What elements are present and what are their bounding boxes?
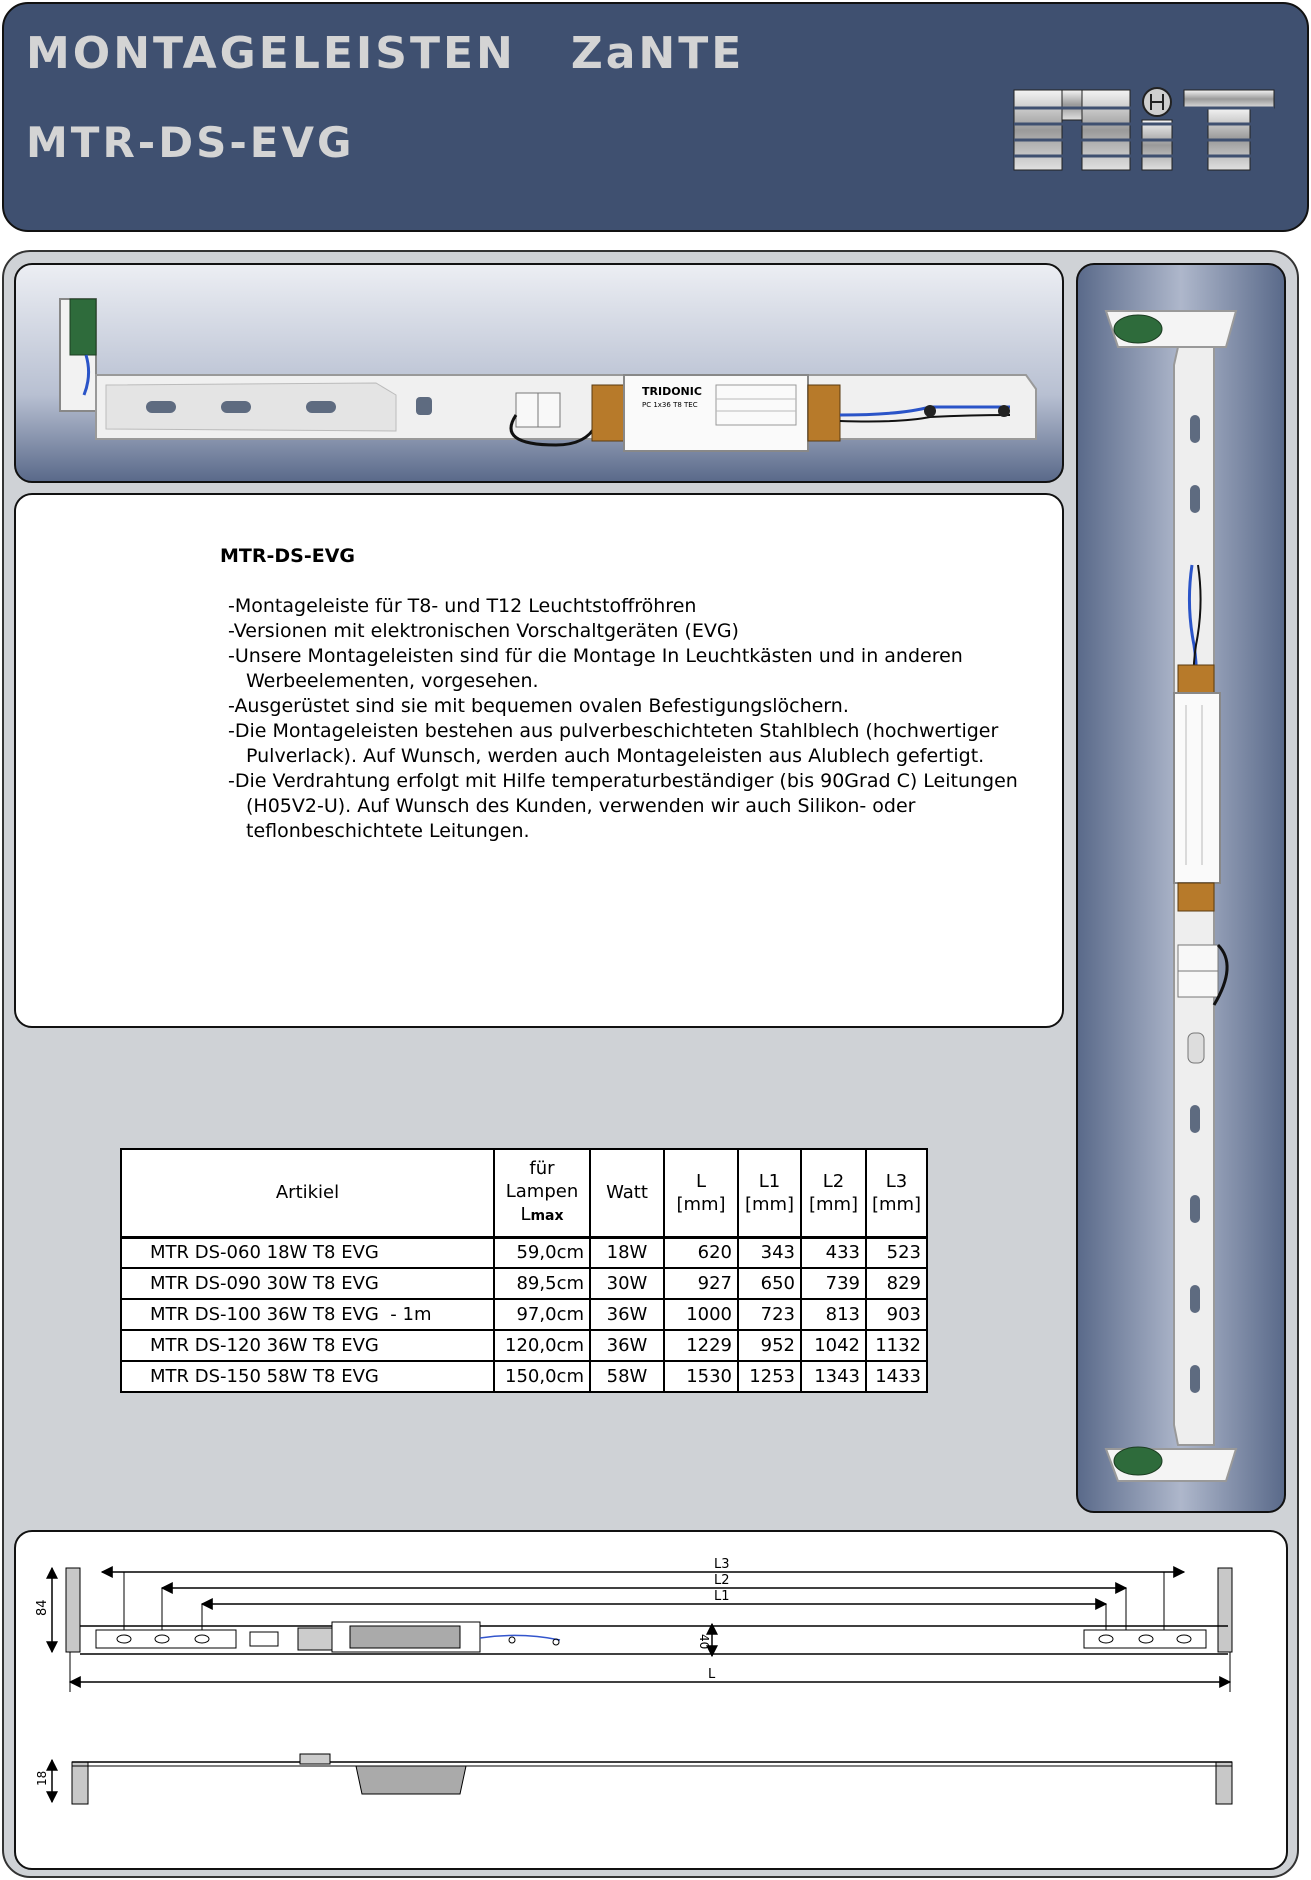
cell-artikel: MTR DS-100 36W T8 EVG - 1m xyxy=(121,1299,494,1330)
table-row xyxy=(121,1299,927,1330)
cell-l: 1229 xyxy=(664,1330,738,1361)
table-row xyxy=(121,1268,927,1299)
cell-artikel: MTR DS-090 30W T8 EVG xyxy=(121,1268,494,1299)
product-code-title: MTR-DS-EVG xyxy=(26,118,355,167)
table-header-row xyxy=(121,1149,927,1237)
header-lampen-line2: Lampen xyxy=(505,1181,579,1203)
cell-l1: 952 xyxy=(738,1330,801,1361)
header-lampen-line3: L xyxy=(520,1204,531,1226)
header-l xyxy=(664,1149,738,1237)
product-photo-horizontal xyxy=(14,263,1064,483)
description-title: MTR-DS-EVG xyxy=(220,545,356,567)
feature-item: -Montageleiste für T8- und T12 Leuchtstoffröhren xyxy=(228,595,697,617)
spec-table xyxy=(120,1148,928,1393)
dim-label-side: 18 xyxy=(35,1770,49,1786)
header-l1-line1: L1 xyxy=(758,1170,781,1192)
cell-l2: 739 xyxy=(801,1268,866,1299)
header-lampen-subscript: max xyxy=(530,1208,564,1225)
cell-l3: 829 xyxy=(866,1268,927,1299)
cell-lampen: 120,0cm xyxy=(494,1330,590,1361)
description-panel xyxy=(14,493,1064,1028)
table-row xyxy=(121,1330,927,1361)
cell-l1: 650 xyxy=(738,1268,801,1299)
dim-label-l3: L3 xyxy=(714,1557,730,1572)
cell-lampen: 97,0cm xyxy=(494,1299,590,1330)
cell-l: 1530 xyxy=(664,1361,738,1392)
header-l2-line2: [mm] xyxy=(808,1193,859,1215)
cell-l: 620 xyxy=(664,1237,738,1268)
cell-l2: 1042 xyxy=(801,1330,866,1361)
product-photo-vertical xyxy=(1076,263,1286,1513)
feature-item: -Versionen mit elektronischen Vorschaltgeräten (EVG) xyxy=(228,620,739,642)
header-lampen xyxy=(494,1149,590,1237)
cell-l3: 1132 xyxy=(866,1330,927,1361)
cell-l2: 813 xyxy=(801,1299,866,1330)
technical-drawing xyxy=(14,1530,1288,1870)
header-banner xyxy=(2,2,1309,232)
cell-watt: 18W xyxy=(590,1237,664,1268)
cell-watt: 36W xyxy=(590,1299,664,1330)
cell-watt: 58W xyxy=(590,1361,664,1392)
cell-watt: 36W xyxy=(590,1330,664,1361)
cell-l1: 1253 xyxy=(738,1361,801,1392)
feature-list xyxy=(228,594,1028,844)
cell-l1: 343 xyxy=(738,1237,801,1268)
header-l3-line2: [mm] xyxy=(871,1193,922,1215)
cell-artikel: MTR DS-120 36W T8 EVG xyxy=(121,1330,494,1361)
dim-label-l: L xyxy=(708,1667,716,1682)
dim-label-l1: L1 xyxy=(714,1589,730,1604)
header-l3 xyxy=(866,1149,927,1237)
cell-artikel: MTR DS-150 58W T8 EVG xyxy=(121,1361,494,1392)
cell-lampen: 150,0cm xyxy=(494,1361,590,1392)
cell-l2: 433 xyxy=(801,1237,866,1268)
table-row xyxy=(121,1237,927,1268)
cell-l3: 1433 xyxy=(866,1361,927,1392)
page-title: MONTAGELEISTEN ZaNTE xyxy=(26,28,745,79)
feature-item: -Ausgerüstet sind sie mit bequemen ovalen Befestigungslöchern. xyxy=(228,695,849,717)
dim-label-l2: L2 xyxy=(714,1573,730,1588)
header-l-line1: L xyxy=(695,1170,707,1192)
header-artikel: Artikiel xyxy=(121,1149,494,1237)
feature-item: -Unsere Montageleisten sind für die Montage In Leuchtkästen und in anderen Werbeelementen, vorgesehen. xyxy=(228,645,963,692)
cell-lampen: 59,0cm xyxy=(494,1237,590,1268)
feature-item: -Die Verdrahtung erfolgt mit Hilfe temperaturbeständiger (bis 90Grad C) Leitungen (H05V2-U). Auf Wunsch des Kunden, verwenden wir auch Silikon- oder teflonbeschichtete Leitungen. xyxy=(228,770,1018,842)
header-l-line2: [mm] xyxy=(676,1193,726,1215)
cell-l3: 903 xyxy=(866,1299,927,1330)
cell-artikel: MTR DS-060 18W T8 EVG xyxy=(121,1237,494,1268)
cell-l2: 1343 xyxy=(801,1361,866,1392)
header-l2 xyxy=(801,1149,866,1237)
table-row xyxy=(121,1361,927,1392)
header-l2-line1: L2 xyxy=(822,1170,845,1192)
cell-l: 927 xyxy=(664,1268,738,1299)
cell-lampen: 89,5cm xyxy=(494,1268,590,1299)
mit-logo xyxy=(1012,84,1277,174)
header-watt: Watt xyxy=(590,1149,664,1237)
cell-watt: 30W xyxy=(590,1268,664,1299)
feature-item: -Die Montageleisten bestehen aus pulverbeschichteten Stahlblech (hochwertiger Pulverlack). Auf Wunsch, werden auch Montageleisten aus Alublech gefertigt. xyxy=(228,720,999,767)
header-lampen-line1: für xyxy=(529,1158,555,1180)
cell-l: 1000 xyxy=(664,1299,738,1330)
ballast-model-label: PC 1x36 T8 TEC xyxy=(642,401,698,409)
dim-label-40: 40 xyxy=(697,1634,711,1650)
header-l1 xyxy=(738,1149,801,1237)
header-l1-line2: [mm] xyxy=(744,1193,795,1215)
cell-l1: 723 xyxy=(738,1299,801,1330)
header-l3-line1: L3 xyxy=(885,1170,908,1192)
ballast-brand-label: TRIDONIC xyxy=(642,385,702,398)
cell-l3: 523 xyxy=(866,1237,927,1268)
dim-label-height: 84 xyxy=(35,1599,50,1616)
